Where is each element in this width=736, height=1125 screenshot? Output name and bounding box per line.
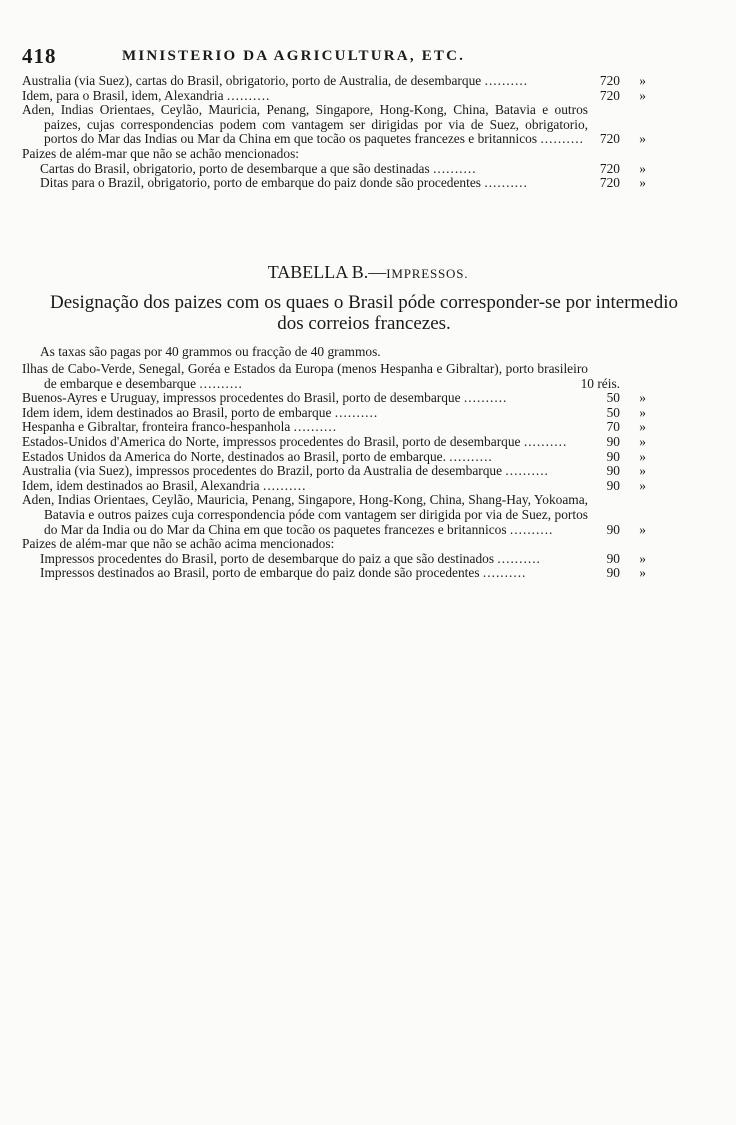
dot-leader: .......... (497, 550, 541, 566)
entry-rate: 720 (599, 73, 620, 88)
table-row (22, 147, 652, 162)
ditto-mark: » (639, 521, 646, 537)
ditto-mark: » (639, 390, 646, 406)
table-a-entries (22, 74, 652, 191)
ditto-mark: » (639, 463, 646, 479)
ditto-mark: » (639, 419, 646, 435)
table-row (22, 162, 652, 177)
dot-leader: .......... (433, 160, 477, 176)
entry-text: Paizes de além-mar que não se achão acima mencionados: (22, 536, 335, 552)
ditto-mark: » (639, 73, 646, 88)
entry-rate: 90 (606, 550, 620, 566)
dot-leader: .......... (293, 419, 338, 435)
table-row (22, 176, 652, 191)
ditto-mark: » (639, 175, 646, 191)
entry-text: Idem, para o Brasil, idem, Alexandria .......... (22, 87, 271, 103)
entry-rate: 720 (599, 131, 620, 147)
dot-leader: .......... (484, 175, 528, 191)
table-b-entries (22, 362, 652, 581)
table-row (22, 74, 652, 89)
running-head: MINISTERIO DA AGRICULTURA, ETC. (122, 48, 466, 64)
dot-leader: .......... (262, 477, 307, 493)
table-row (22, 552, 652, 567)
entry-rate: 50 (606, 404, 620, 420)
dot-leader: .......... (505, 463, 549, 479)
table-row (22, 406, 652, 421)
entry-text: Hespanha e Gibraltar, fronteira franco-hespanhola .......... (22, 419, 338, 435)
table-row (22, 537, 652, 552)
entry-text: Idem, idem destinados ao Brasil, Alexandria .......... (22, 477, 307, 493)
dot-leader: .......... (449, 448, 493, 464)
entry-text: Estados Unidos da America do Norte, destinados ao Brasil, porto de embarque. .......... (22, 448, 493, 464)
entry-rate: 720 (599, 175, 620, 191)
dot-leader: .......... (199, 375, 243, 391)
ditto-mark: » (639, 404, 646, 420)
dot-leader: .......... (509, 521, 554, 537)
table-row (22, 362, 652, 391)
ditto-mark: » (639, 550, 646, 566)
dot-leader: .......... (463, 390, 508, 406)
entry-rate: 90 (606, 521, 620, 537)
entry-rate: 90 (606, 463, 620, 479)
entry-text: Australia (via Suez), impressos procedentes do Brazil, porto da Australia de desembarque .......... (22, 463, 549, 479)
table-row (22, 493, 652, 537)
entry-rate: 90 (606, 448, 620, 464)
entry-rate: 90 (606, 477, 620, 493)
entry-rate: 720 (599, 87, 620, 103)
table-row (22, 103, 652, 147)
ditto-mark: » (639, 477, 646, 493)
table-b-title-small: IMPRESSOS. (386, 266, 469, 281)
dot-leader: .......... (523, 433, 568, 449)
entry-rate: 70 (606, 419, 620, 435)
entry-text: Paizes de além-mar que não se achão mencionados: (22, 145, 299, 161)
dot-leader: .......... (484, 73, 529, 88)
entry-rate: 10 réis. (580, 375, 620, 391)
entry-text: Aden, Indias Orientaes, Ceylão, Mauricia, Penang, Singapore, Hong-Kong, China, Batavia e outros paizes, cujas correspondencias podem com vantagem ser dirigidas por via de Suez, obrigatorio, portos do Mar das Indias ou Mar da China em que tocão os paquetes francezes e britannicos .......... (22, 102, 588, 147)
entry-rate: 90 (606, 433, 620, 449)
table-row (22, 89, 652, 104)
entry-text: Aden, Indias Orientaes, Ceylão, Mauricia, Penang, Singapore, Hong-Kong, China, Shang-Hay, Yokoama, Batavia e outros paizes cuja correspondencia póde com vantagem ser dirigida por via de Suez, portos do Mar da India ou do Mar da China em que tocão os paquetes francezes e britannicos .......... (22, 492, 588, 537)
dot-leader: .......... (540, 131, 584, 147)
taxes-note: As taxas são pagas por 40 grammos ou fracção de 40 grammos. (40, 344, 381, 359)
entry-text: Ilhas de Cabo-Verde, Senegal, Goréa e Estados da Europa (menos Hespanha e Gibraltar), porto brasileiro de embarque e desembarque .......... (22, 361, 588, 391)
entry-text: Buenos-Ayres e Uruguay, impressos procedentes do Brasil, porto de desembarque .......... (22, 390, 508, 406)
entry-text: Estados-Unidos d'America do Norte, impressos procedentes do Brasil, porto de desembarque .......... (22, 433, 568, 449)
table-row (22, 479, 652, 494)
dot-leader: .......... (226, 87, 271, 103)
entry-text: Impressos destinados ao Brasil, porto de embarque do paiz donde são procedentes .......... (40, 565, 527, 581)
dot-leader: .......... (482, 565, 527, 581)
page-header (22, 44, 672, 68)
ditto-mark: » (639, 433, 646, 449)
table-row (22, 391, 652, 406)
ditto-mark: » (639, 448, 646, 464)
table-b-title-main: TABELLA B.— (267, 262, 387, 282)
table-row (22, 566, 652, 581)
table-b-title (0, 262, 736, 283)
ditto-mark: » (639, 160, 646, 176)
entry-text: Ditas para o Brazil, obrigatorio, porto de embarque do paiz donde são procedentes .......... (40, 175, 528, 191)
table-row (22, 464, 652, 479)
entry-text: Idem idem, idem destinados ao Brasil, porto de embarque .......... (22, 404, 379, 420)
entry-text: Cartas do Brasil, obrigatorio, porto de desembarque a que são destinadas .......... (40, 160, 477, 176)
entry-rate: 90 (606, 565, 620, 581)
entry-rate: 720 (599, 160, 620, 176)
dot-leader: .......... (334, 404, 379, 420)
ditto-mark: » (639, 87, 646, 103)
entry-rate: 50 (606, 390, 620, 406)
table-b-designation: Designação dos paizes com os quaes o Brasil póde corresponder-se por intermedio dos correios francezes. (49, 292, 678, 334)
table-row (22, 420, 652, 435)
ditto-mark: » (639, 565, 646, 581)
table-row (22, 435, 652, 450)
page-number: 418 (22, 44, 57, 68)
entry-text: Impressos procedentes do Brasil, porto de desembarque do paiz a que são destinados .......... (40, 550, 541, 566)
table-row (22, 450, 652, 465)
ditto-mark: » (639, 131, 646, 147)
entry-text: Australia (via Suez), cartas do Brasil, obrigatorio, porto de Australia, de desembarque .......... (22, 73, 529, 88)
